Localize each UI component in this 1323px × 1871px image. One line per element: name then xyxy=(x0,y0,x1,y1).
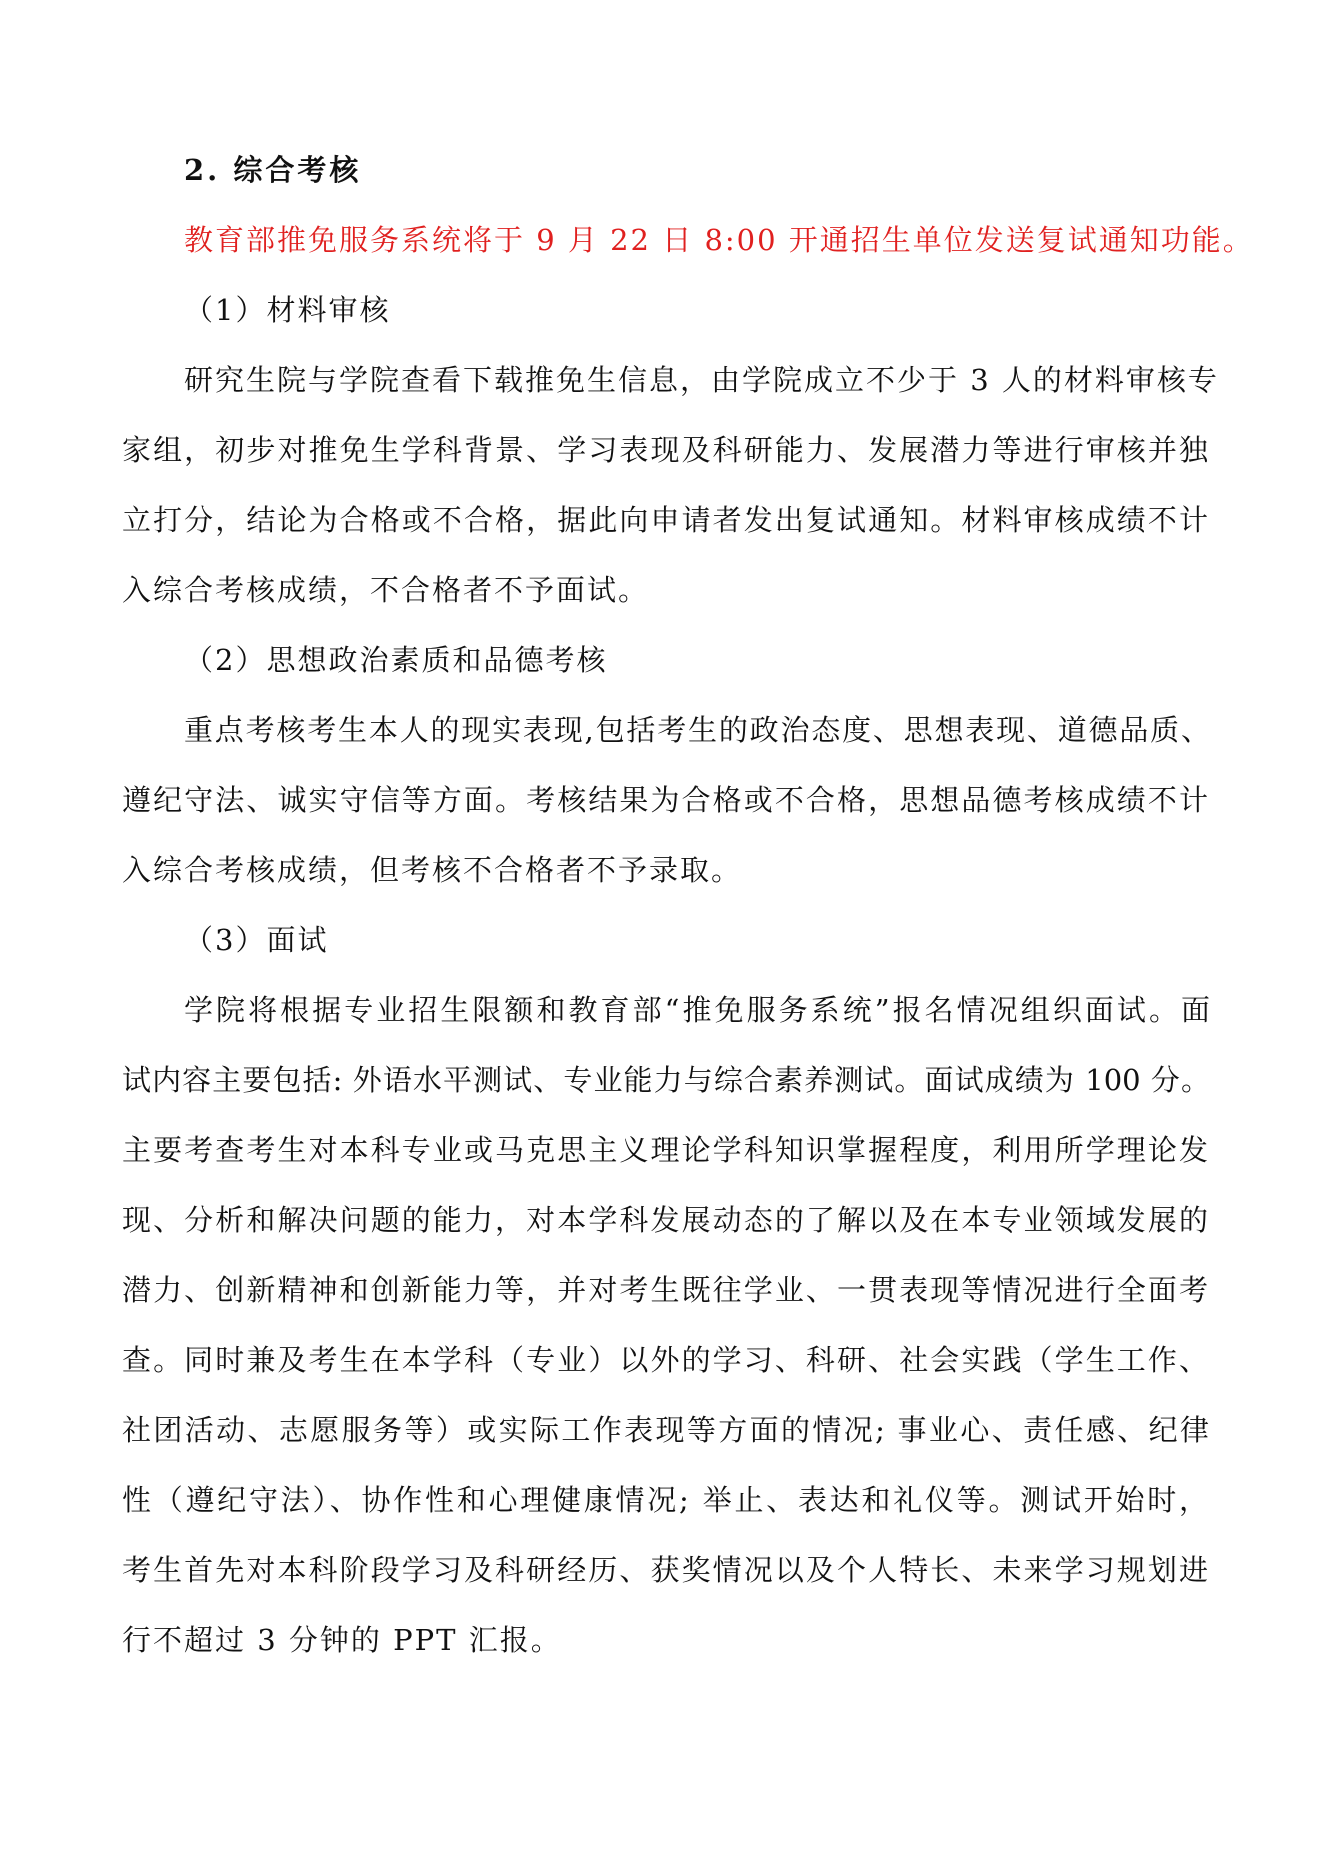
subsection-title-interview: （3）面试 xyxy=(184,923,329,957)
paragraph-line: 入综合考核成绩，但考核不合格者不予录取。 xyxy=(122,853,743,887)
subsection-title-political-review: （2）思想政治素质和品德考核 xyxy=(184,643,608,677)
subsection-title-material-review: （1）材料审核 xyxy=(184,293,391,327)
paragraph-line: 性（遵纪守法）、协作性和心理健康情况; 举止、表达和礼仪等。测试开始时， xyxy=(122,1483,1210,1517)
paragraph-line: 考生首先对本科阶段学习及科研经历、获奖情况以及个人特长、未来学习规划进 xyxy=(122,1553,1210,1587)
section-heading: 2. 综合考核 xyxy=(184,153,362,187)
paragraph-line: 主要考查考生对本科专业或马克思主义理论学科知识掌握程度，利用所学理论发 xyxy=(122,1133,1210,1167)
paragraph-line: 现、分析和解决问题的能力，对本学科发展动态的了解以及在本专业领域发展的 xyxy=(122,1203,1210,1237)
paragraph-line: 学院将根据专业招生限额和教育部“推免服务系统”报名情况组织面试。面 xyxy=(184,993,1210,1027)
paragraph-line: 家组，初步对推免生学科背景、学习表现及科研能力、发展潜力等进行审核并独 xyxy=(122,433,1210,467)
paragraph-line: 重点考核考生本人的现实表现,包括考生的政治态度、思想表现、道德品质、 xyxy=(184,713,1210,747)
paragraph-line: 研究生院与学院查看下载推免生信息，由学院成立不少于 3 人的材料审核专 xyxy=(184,363,1219,397)
paragraph-line: 社团活动、志愿服务等）或实际工作表现等方面的情况; 事业心、责任感、纪律 xyxy=(122,1413,1210,1447)
document-body xyxy=(122,135,1254,1675)
paragraph-line: 立打分，结论为合格或不合格，据此向申请者发出复试通知。材料审核成绩不计 xyxy=(122,503,1210,537)
paragraph-line: 遵纪守法、诚实守信等方面。考核结果为合格或不合格，思想品德考核成绩不计 xyxy=(122,783,1210,817)
paragraph-line: 入综合考核成绩，不合格者不予面试。 xyxy=(122,573,650,607)
paragraph-line: 行不超过 3 分钟的 PPT 汇报。 xyxy=(122,1623,562,1657)
paragraph-line: 潜力、创新精神和创新能力等，并对考生既往学业、一贯表现等情况进行全面考 xyxy=(122,1273,1210,1307)
paragraph-line: 查。同时兼及考生在本学科（专业）以外的学习、科研、社会实践（学生工作、 xyxy=(122,1343,1210,1377)
paragraph-line: 试内容主要包括: 外语水平测试、专业能力与综合素养测试。面试成绩为 100 分。 xyxy=(122,1063,1210,1097)
notice-text: 教育部推免服务系统将于 9 月 22 日 8:00 开通招生单位发送复试通知功能。 xyxy=(184,223,1254,257)
